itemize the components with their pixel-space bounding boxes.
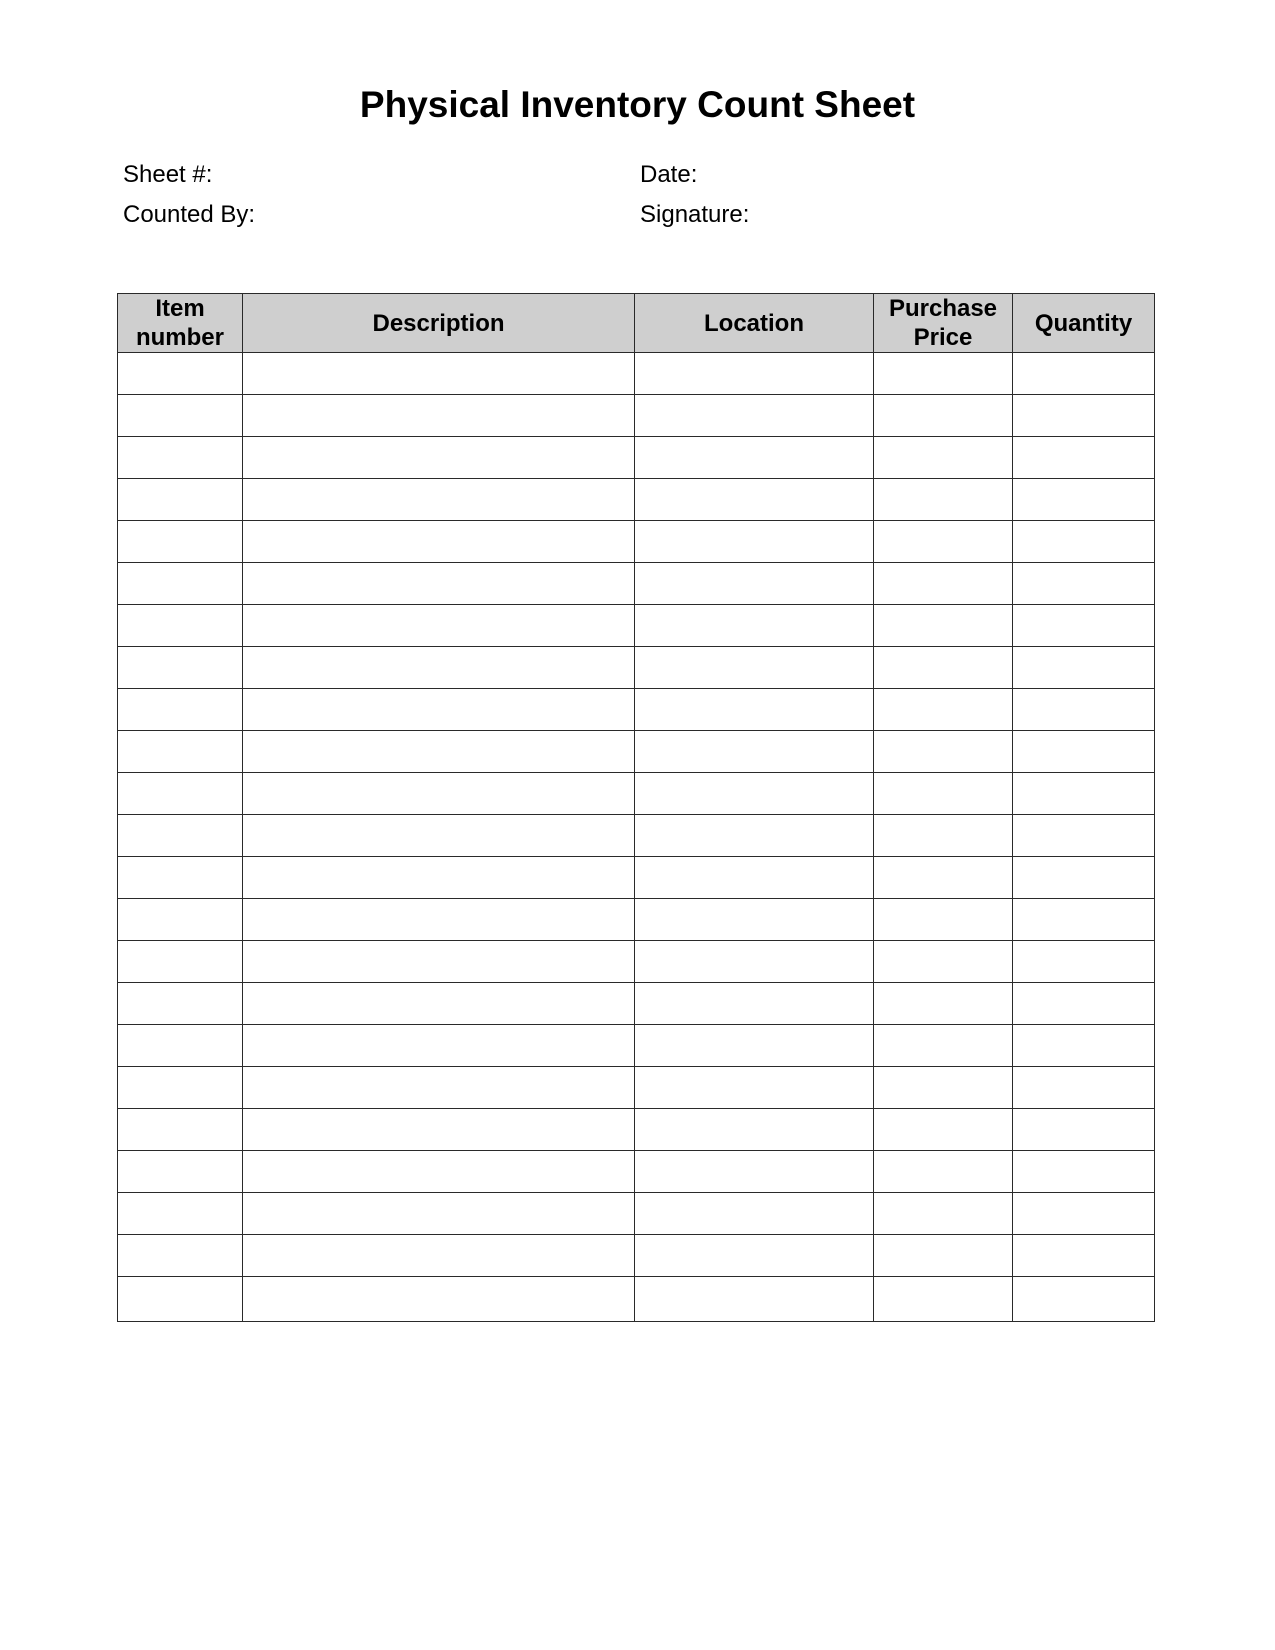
table-row (118, 815, 1155, 857)
purchase-price-cell[interactable] (874, 1193, 1013, 1235)
item-number-cell[interactable] (118, 521, 243, 563)
purchase-price-cell[interactable] (874, 395, 1013, 437)
location-cell[interactable] (635, 1277, 874, 1322)
item-number-cell[interactable] (118, 1151, 243, 1193)
description-cell[interactable] (243, 1235, 635, 1277)
item-number-cell[interactable] (118, 395, 243, 437)
quantity-cell[interactable] (1013, 1025, 1155, 1067)
location-cell[interactable] (635, 521, 874, 563)
item-number-cell[interactable] (118, 1277, 243, 1322)
table-row (118, 731, 1155, 773)
description-cell[interactable] (243, 1067, 635, 1109)
item-number-cell[interactable] (118, 983, 243, 1025)
table-row (118, 521, 1155, 563)
item-number-cell[interactable] (118, 605, 243, 647)
description-cell[interactable] (243, 899, 635, 941)
quantity-cell[interactable] (1013, 1277, 1155, 1322)
purchase-price-cell[interactable] (874, 731, 1013, 773)
table-row (118, 437, 1155, 479)
description-cell[interactable] (243, 1151, 635, 1193)
quantity-cell[interactable] (1013, 941, 1155, 983)
purchase-price-cell[interactable] (874, 1025, 1013, 1067)
table-row (118, 1151, 1155, 1193)
quantity-cell[interactable] (1013, 1109, 1155, 1151)
quantity-cell[interactable] (1013, 899, 1155, 941)
purchase-price-cell[interactable] (874, 899, 1013, 941)
description-cell[interactable] (243, 773, 635, 815)
quantity-cell[interactable] (1013, 1067, 1155, 1109)
description-cell[interactable] (243, 479, 635, 521)
column-header-description: Description (243, 294, 635, 353)
quantity-cell[interactable] (1013, 1193, 1155, 1235)
item-number-cell[interactable] (118, 1025, 243, 1067)
purchase-price-cell[interactable] (874, 1067, 1013, 1109)
quantity-cell[interactable] (1013, 1151, 1155, 1193)
table-row (118, 857, 1155, 899)
item-number-cell[interactable] (118, 1235, 243, 1277)
purchase-price-cell[interactable] (874, 1151, 1013, 1193)
location-cell[interactable] (635, 437, 874, 479)
description-cell[interactable] (243, 647, 635, 689)
location-cell[interactable] (635, 1235, 874, 1277)
sheet-number-label: Sheet #: (123, 161, 213, 188)
description-cell[interactable] (243, 689, 635, 731)
description-cell[interactable] (243, 605, 635, 647)
quantity-cell[interactable] (1013, 563, 1155, 605)
description-cell[interactable] (243, 815, 635, 857)
quantity-cell[interactable] (1013, 689, 1155, 731)
location-cell[interactable] (635, 941, 874, 983)
item-number-cell[interactable] (118, 941, 243, 983)
table-row (118, 395, 1155, 437)
table-row (118, 1025, 1155, 1067)
description-cell[interactable] (243, 521, 635, 563)
purchase-price-cell[interactable] (874, 1109, 1013, 1151)
table-row (118, 689, 1155, 731)
purchase-price-cell[interactable] (874, 773, 1013, 815)
location-cell[interactable] (635, 1109, 874, 1151)
location-cell[interactable] (635, 647, 874, 689)
table-row (118, 1067, 1155, 1109)
location-cell[interactable] (635, 857, 874, 899)
item-number-cell[interactable] (118, 815, 243, 857)
column-header-purchase-price: Purchase Price (874, 294, 1013, 353)
inventory-count-table (117, 293, 1155, 1322)
page-title: Physical Inventory Count Sheet (359, 84, 916, 125)
item-number-cell[interactable] (118, 1067, 243, 1109)
description-cell[interactable] (243, 353, 635, 395)
table-row (118, 605, 1155, 647)
date-label: Date: (640, 161, 698, 188)
item-number-cell[interactable] (118, 731, 243, 773)
table-row (118, 983, 1155, 1025)
description-cell[interactable] (243, 563, 635, 605)
purchase-price-cell[interactable] (874, 605, 1013, 647)
signature-label: Signature: (640, 201, 750, 228)
quantity-cell[interactable] (1013, 437, 1155, 479)
column-header-location: Location (635, 294, 874, 353)
table-row (118, 941, 1155, 983)
counted-by-label: Counted By: (123, 201, 256, 228)
purchase-price-cell[interactable] (874, 1277, 1013, 1322)
column-header-item-number: Item number (118, 294, 243, 353)
purchase-price-cell[interactable] (874, 1235, 1013, 1277)
quantity-cell[interactable] (1013, 815, 1155, 857)
location-cell[interactable] (635, 1151, 874, 1193)
quantity-cell[interactable] (1013, 857, 1155, 899)
table-row (118, 1277, 1155, 1322)
quantity-cell[interactable] (1013, 521, 1155, 563)
location-cell[interactable] (635, 1067, 874, 1109)
purchase-price-cell[interactable] (874, 983, 1013, 1025)
location-cell[interactable] (635, 899, 874, 941)
quantity-cell[interactable] (1013, 605, 1155, 647)
location-cell[interactable] (635, 395, 874, 437)
item-number-cell[interactable] (118, 899, 243, 941)
item-number-cell[interactable] (118, 773, 243, 815)
table-row (118, 353, 1155, 395)
location-cell[interactable] (635, 983, 874, 1025)
item-number-cell[interactable] (118, 353, 243, 395)
purchase-price-cell[interactable] (874, 353, 1013, 395)
location-cell[interactable] (635, 773, 874, 815)
item-number-cell[interactable] (118, 563, 243, 605)
description-cell[interactable] (243, 1193, 635, 1235)
description-cell[interactable] (243, 437, 635, 479)
quantity-cell[interactable] (1013, 1235, 1155, 1277)
table-row (118, 479, 1155, 521)
item-number-cell[interactable] (118, 437, 243, 479)
quantity-cell[interactable] (1013, 353, 1155, 395)
table-row (118, 647, 1155, 689)
table-row (118, 1235, 1155, 1277)
description-cell[interactable] (243, 983, 635, 1025)
purchase-price-cell[interactable] (874, 689, 1013, 731)
table-body (118, 353, 1155, 1322)
item-number-cell[interactable] (118, 689, 243, 731)
location-cell[interactable] (635, 1193, 874, 1235)
description-cell[interactable] (243, 395, 635, 437)
column-header-quantity: Quantity (1013, 294, 1155, 353)
description-cell[interactable] (243, 941, 635, 983)
description-cell[interactable] (243, 1025, 635, 1067)
quantity-cell[interactable] (1013, 479, 1155, 521)
description-cell[interactable] (243, 731, 635, 773)
purchase-price-cell[interactable] (874, 941, 1013, 983)
description-cell[interactable] (243, 857, 635, 899)
item-number-cell[interactable] (118, 1193, 243, 1235)
location-cell[interactable] (635, 689, 874, 731)
purchase-price-cell[interactable] (874, 815, 1013, 857)
location-cell[interactable] (635, 1025, 874, 1067)
table-row (118, 1109, 1155, 1151)
item-number-cell[interactable] (118, 479, 243, 521)
item-number-cell[interactable] (118, 857, 243, 899)
table-row (118, 773, 1155, 815)
quantity-cell[interactable] (1013, 647, 1155, 689)
quantity-cell[interactable] (1013, 773, 1155, 815)
location-cell[interactable] (635, 353, 874, 395)
location-cell[interactable] (635, 563, 874, 605)
table-header-row (118, 294, 1155, 353)
table-row (118, 563, 1155, 605)
purchase-price-cell[interactable] (874, 521, 1013, 563)
purchase-price-cell[interactable] (874, 437, 1013, 479)
purchase-price-cell[interactable] (874, 857, 1013, 899)
purchase-price-cell[interactable] (874, 647, 1013, 689)
location-cell[interactable] (635, 731, 874, 773)
table-row (118, 1193, 1155, 1235)
quantity-cell[interactable] (1013, 983, 1155, 1025)
location-cell[interactable] (635, 605, 874, 647)
quantity-cell[interactable] (1013, 395, 1155, 437)
item-number-cell[interactable] (118, 1109, 243, 1151)
description-cell[interactable] (243, 1277, 635, 1322)
description-cell[interactable] (243, 1109, 635, 1151)
purchase-price-cell[interactable] (874, 563, 1013, 605)
item-number-cell[interactable] (118, 647, 243, 689)
table-row (118, 899, 1155, 941)
quantity-cell[interactable] (1013, 731, 1155, 773)
location-cell[interactable] (635, 815, 874, 857)
location-cell[interactable] (635, 479, 874, 521)
purchase-price-cell[interactable] (874, 479, 1013, 521)
